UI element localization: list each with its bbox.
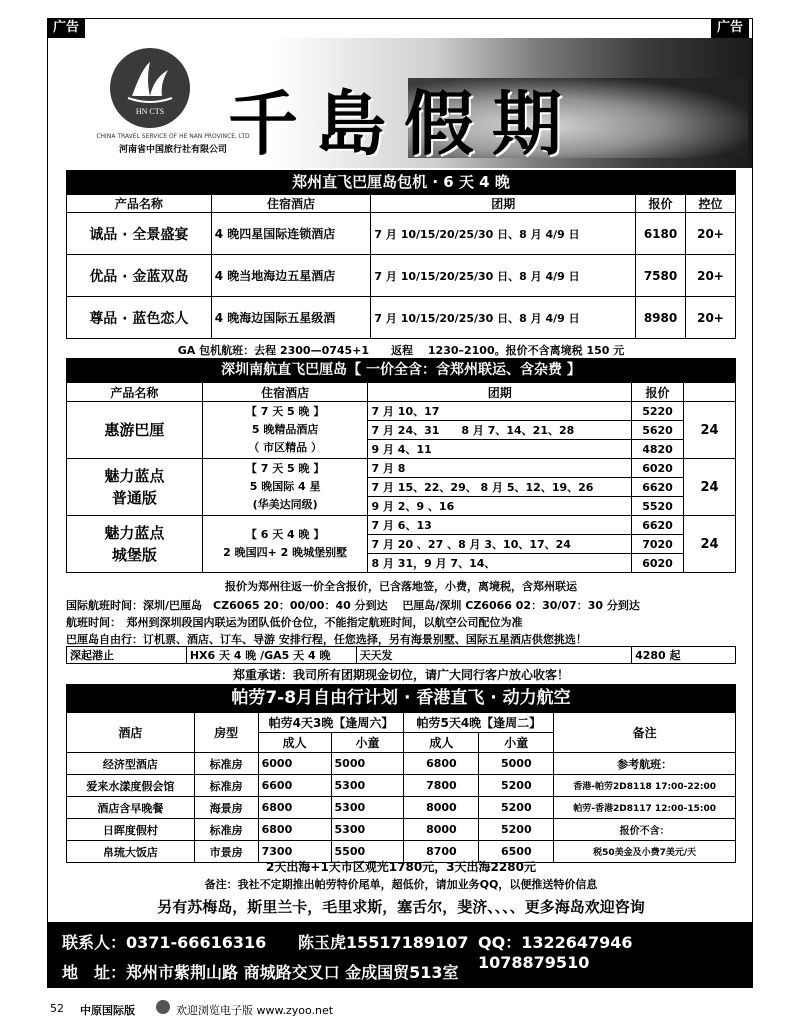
logo-chinese: 河南省中国旅行社有限公司 — [118, 145, 227, 155]
s3-qq-note: 备注：我社不定期推出帕劳特价尾单，超低价，请加业务QQ，以便推送特价信息 — [204, 878, 598, 891]
table-row: 爱来水漾度假会馆 标准房 6600 5300 7800 5200 香港-帕劳2D8118 17:00-22:00 — [67, 775, 736, 797]
s2-header: 住宿酒店 — [202, 383, 368, 402]
s2-flight-note: 国际航班时间：深圳/巴厘岛 CZ6065 20：00/00：40 分到达 巴厘岛/深圳 CZ6066 02：30/07：30 分到达 — [66, 599, 640, 612]
s3-title: 帕劳7-8月自由行计划 · 香港直飞 · 动力航空 — [66, 684, 736, 712]
logo-english: CHINA TRAVEL SERVICE OF HE NAN PROVINCE, LTD — [96, 133, 250, 140]
s3-header: 备注 — [554, 713, 736, 753]
hncts-logo-icon — [110, 48, 190, 128]
brand-title: 千島假期 — [228, 82, 580, 165]
s1-header: 报价 — [636, 195, 686, 213]
table-row: 深起港止 HX6 天 4 晚 /GA5 天 4 晚 天天发 4280 起 — [67, 647, 736, 664]
s1-title: 郑州直飞巴厘岛包机 · 6 天 4 晚 — [66, 170, 736, 194]
s3-sea-note: 2天出海+1天市区观光1780元，3天出海2280元 — [266, 860, 536, 874]
contact-phone: 联系人：0371-66616316 — [62, 933, 267, 952]
s2-header: 报价 — [632, 383, 684, 402]
s3-header: 酒店 — [67, 713, 195, 753]
contact-address: 地 址：郑州市紫荆山路 商城路交叉口 金成国贸513室 — [62, 963, 459, 982]
table-row: 日晖度假村 标准房 6800 5300 8000 5200 报价不含： — [67, 819, 736, 841]
table-row: 7 月 20 、27 、8 月 3、10、17、24 7020 — [67, 535, 736, 554]
banner — [48, 38, 752, 168]
edition-logo-icon — [156, 1000, 170, 1014]
page-number: 52 — [50, 1002, 64, 1015]
s1-header: 团期 — [371, 195, 636, 213]
table-row: 诚品 · 全景盛宴 4 晚四星国际连锁酒店 7 月 10/15/20/25/30 日、8 月 4/9 日 6180 20+ — [67, 213, 736, 255]
contact-qq: QQ：1322647946 1078879510 — [478, 933, 649, 972]
table-row: 优品 · 金蓝双岛 4 晚当地海边五星酒店 7 月 10/15/20/25/30 日、8 月 4/9 日 7580 20+ — [67, 255, 736, 297]
s1-header: 控位 — [686, 195, 736, 213]
table-row: 魅力蓝点 普通版 【 7 天 5 晚 】 5 晚国际 4 星 (华美达同级) 7 月 8 6020 24 — [67, 459, 736, 478]
s2-header: 团期 — [368, 383, 632, 402]
footer-slogan: 欢迎浏览电子版 www.zyoo.net — [176, 1004, 334, 1017]
s1-header: 产品名称 — [67, 195, 212, 213]
s1-header: 住宿酒店 — [211, 195, 371, 213]
table-row: 惠游巴厘 【 7 天 5 晚 】 5 晚精品酒店 （ 市区精品 ） 7 月 10、17 5220 24 — [67, 402, 736, 421]
table-row: 酒店含早晚餐 海景房 6800 5300 8000 5200 帕劳-香港2D8117 12:00-15:00 — [67, 797, 736, 819]
table-row: 尊品 · 蓝色恋人 4 晚海边国际五星级酒 7 月 10/15/20/25/30 日、8 月 4/9 日 8980 20+ — [67, 297, 736, 339]
s3-header: 帕劳5天4晚【逢周二】 — [404, 713, 554, 733]
edition-name: 中原国际版 — [80, 1004, 135, 1017]
s2-port-table — [66, 646, 736, 664]
table-row: 7 月 15、22、29、 8 月 5、12、19、26 6620 — [67, 478, 736, 497]
table-row: 9 月 2、9 、16 5520 — [67, 497, 736, 516]
s2-header: 产品名称 — [67, 383, 203, 402]
s2-table — [66, 382, 736, 573]
s3-header: 帕劳4天3晚【逢周六】 — [258, 713, 404, 733]
ad-label-left: 广告 — [47, 18, 85, 38]
table-row: 9 月 4、11 4820 — [67, 440, 736, 459]
s1-flight-note: GA 包机航班：去程 2300—0745+1 返程 1230–2100。报价不含离境税 150 元 — [177, 344, 625, 357]
s3-table: 酒店 房型 帕劳4天3晚【逢周六】 帕劳5天4晚【逢周二】 备注 成人 小童 成人 小童 经济型酒店 标准房 6000 5000 6800 5000 参考航班： 爱来水漾度假会馆 标准房 6600 5300 7800 5200 香港-帕劳2D8118 17:00-22:00 酒店含早晚餐 海景房 6800 5300 8000 5200 帕劳-香港2D8117 12:00-15:00 日晖度假村 标准房 6800 5300 8000 5200 报价不含： 帛琉大饭店 市景房 7300 5500 8700 6500 税50美金及小费7美元/天 — [66, 712, 736, 863]
logo-abbr: HN CTS — [135, 107, 165, 116]
s3-header: 房型 — [194, 713, 258, 753]
table-row: 经济型酒店 标准房 6000 5000 6800 5000 参考航班： — [67, 753, 736, 775]
table-row: 魅力蓝点 城堡版 【 6 天 4 晚 】 2 晚国四+ 2 晚城堡别墅 7 月 6、13 6620 24 — [67, 516, 736, 535]
s1-table — [66, 194, 736, 339]
more-islands: 另有苏梅岛，斯里兰卡，毛里求斯，塞舌尔，斐济、、、、更多海岛欢迎咨询 — [157, 898, 645, 916]
ad-label-right: 广告 — [711, 18, 749, 38]
table-row: 8 月 31，9 月 7、14、 6020 — [67, 554, 736, 573]
contact-person: 陈玉虎15517189107 — [298, 933, 469, 952]
s2-domestic-note: 航班时间： 郑州到深圳段国内联运为团队低价仓位，不能指定航班时间，以航空公司配位为准 — [66, 616, 523, 629]
s2-promise: 郑重承诺：我司所有团期现金切位，请广大同行客户放心收客！ — [232, 668, 569, 682]
table-row: 7 月 24、31 8 月 7、14、21、28 5620 — [67, 421, 736, 440]
table-row: 帛琉大饭店 市景房 7300 5500 8700 6500 税50美金及小费7美元/天 — [67, 841, 736, 863]
s2-free-travel-note: 巴厘岛自由行：订机票、酒店、订车、导游 安排行程，任您选择，另有海景别墅、国际五星酒店供您挑选！ — [66, 633, 587, 646]
s2-title: 深圳南航直飞巴厘岛【 一价全含：含郑州联运、含杂费 】 — [66, 358, 736, 382]
s2-price-note: 报价为郑州往返一价全含报价，已含落地签，小费，离境税，含郑州联运 — [225, 580, 577, 593]
contact-block — [48, 922, 752, 988]
